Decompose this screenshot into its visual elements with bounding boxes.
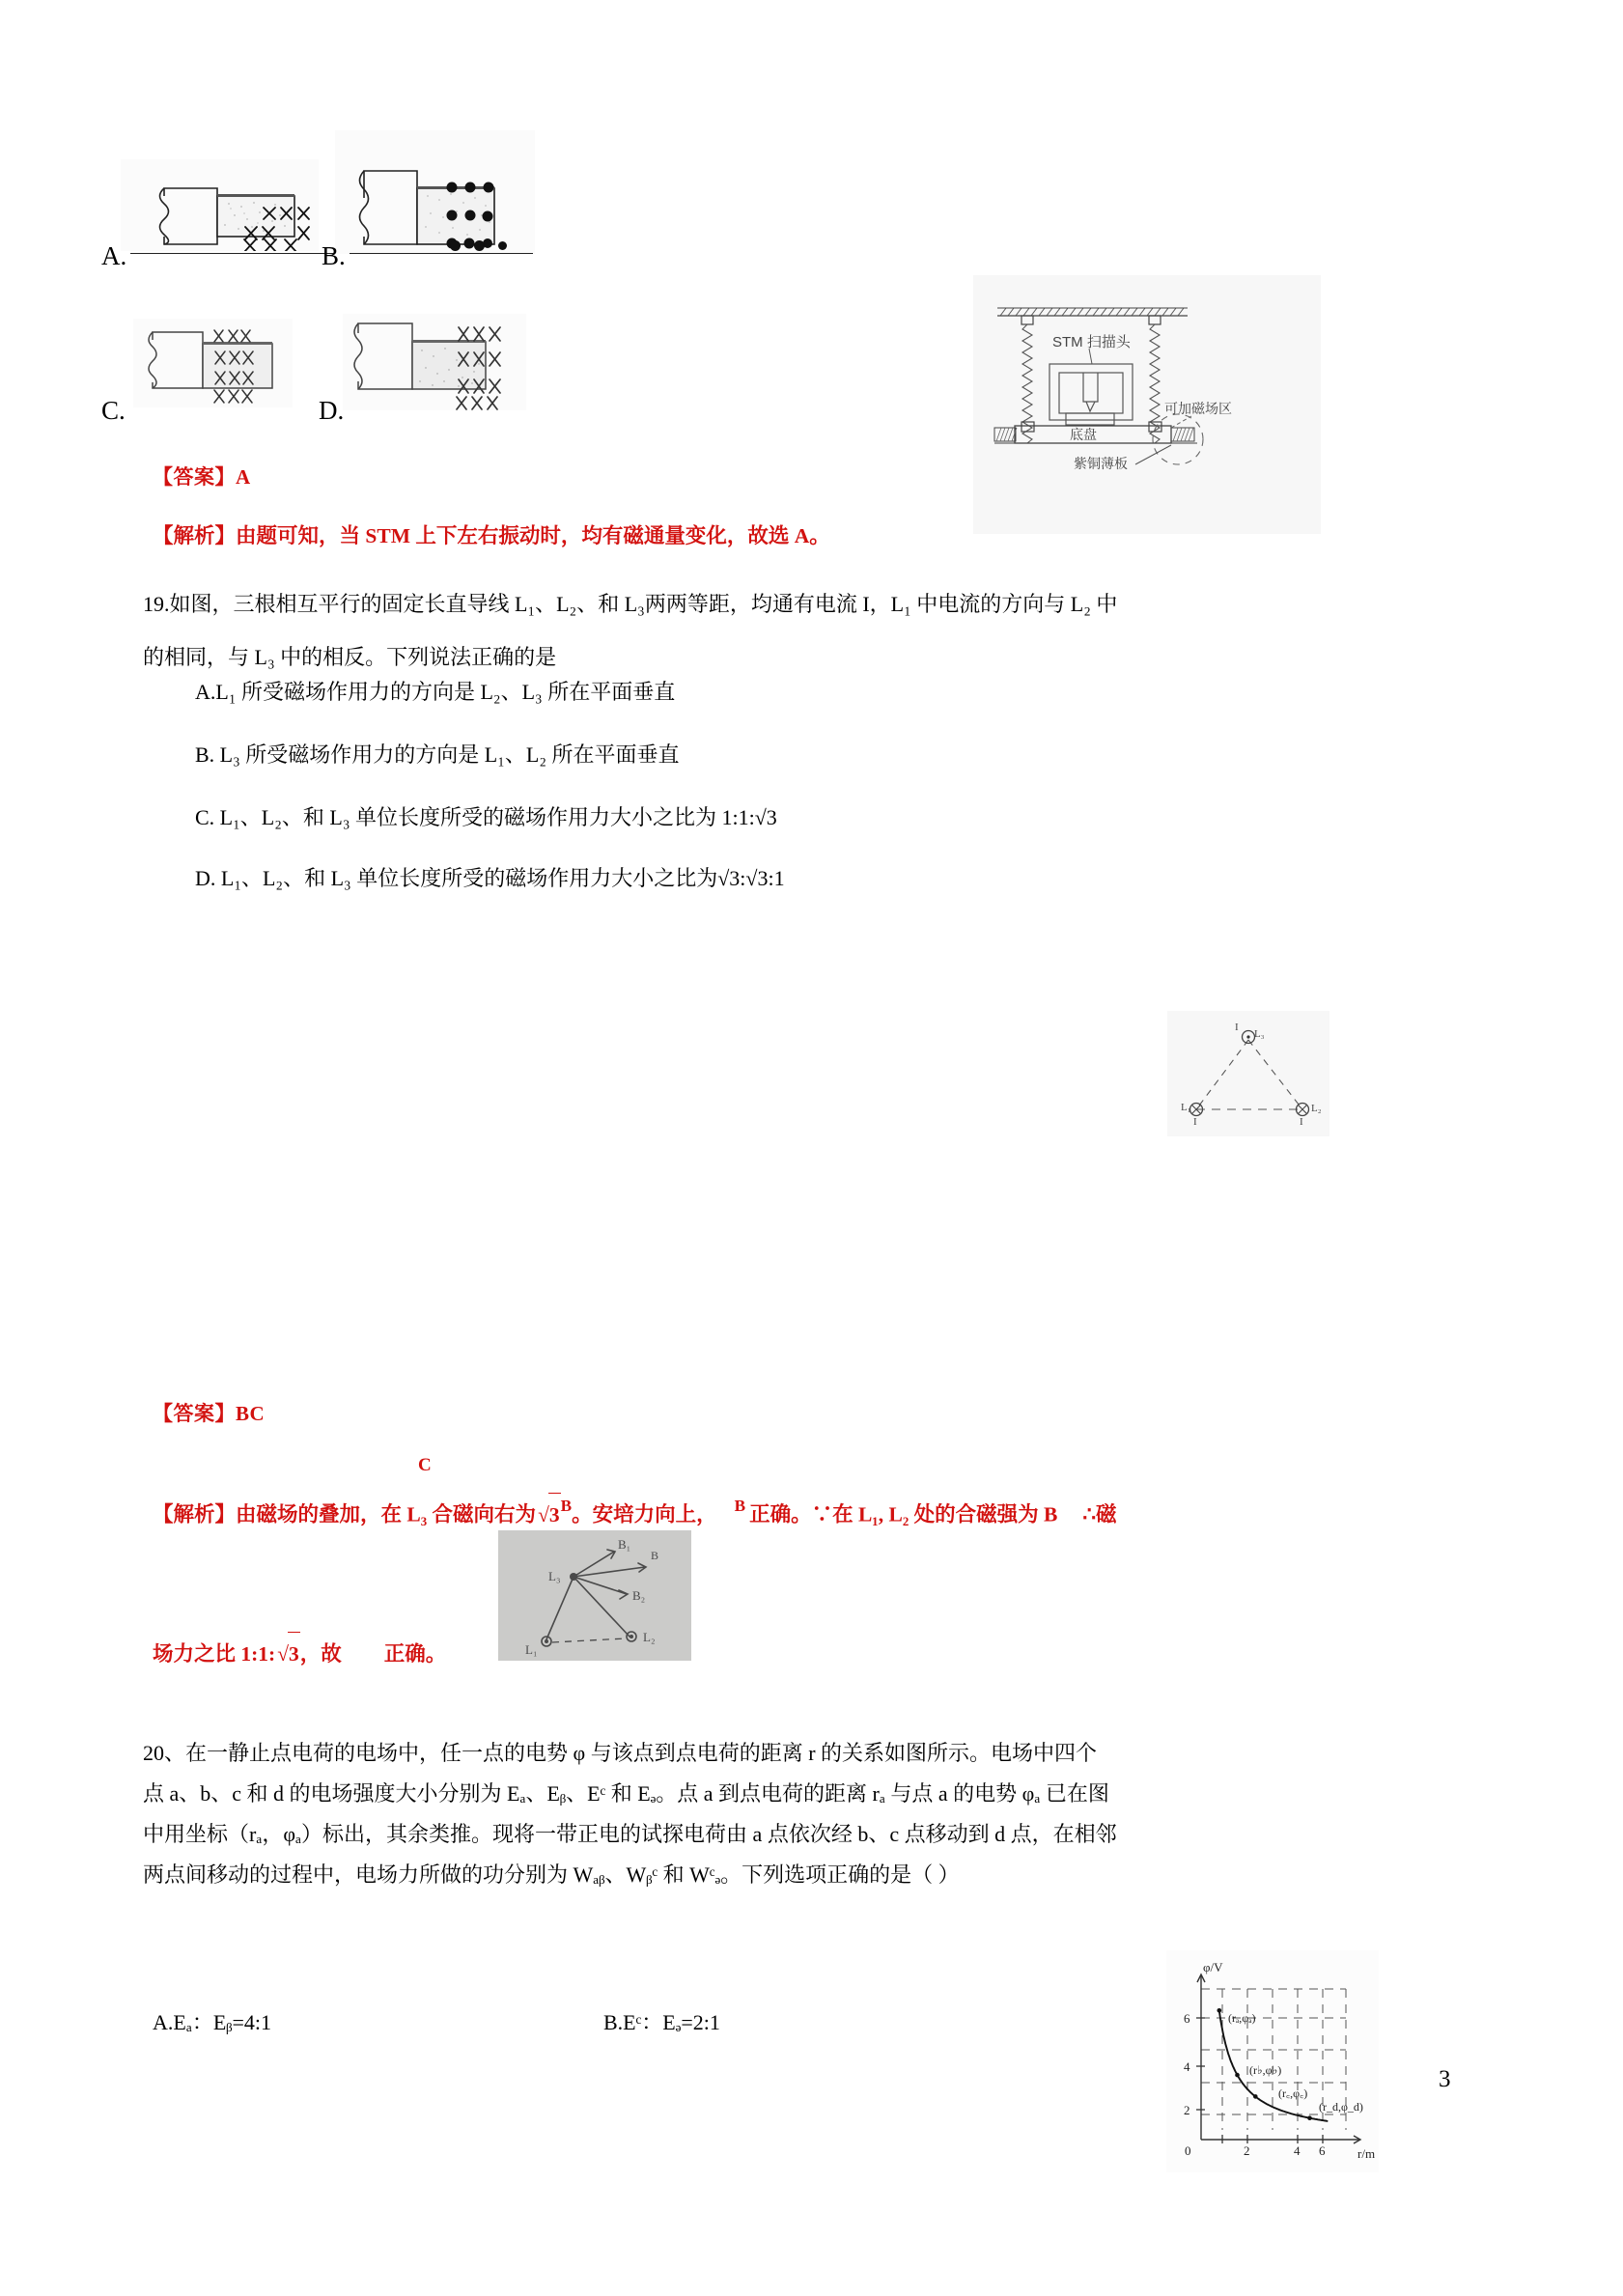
svg-text:I: I [1235,1022,1239,1033]
answer-18-value: A [236,465,251,489]
question-20-option-a: A.Eₐ：Eᵦ=4:1 [153,2010,272,2034]
svg-text:底盘: 底盘 [1070,427,1097,442]
question-20-number: 20、 [143,1741,186,1765]
question-19-option-a: A.L₁ 所受磁场作用力的方向是 L₂、L₃ 所在平面垂直 [195,680,676,704]
svg-text:可加磁场区: 可加磁场区 [1164,401,1232,416]
option-figure-b [335,130,535,254]
svg-text:(r꜀,φ꜀): (r꜀,φ꜀) [1278,2086,1308,2100]
svg-text:L₂: L₂ [643,1630,656,1644]
svg-text:(r♭,φ♭): (r♭,φ♭) [1249,2063,1282,2077]
question-19-text-1: 如图，三根相互平行的固定长直导线 L₁、L₂、和 L₃两两等距，均通有电流 I，L₁ 中电流的方向与 L₂ 中 [169,592,1118,616]
explanation-19-line2 [153,1632,446,1675]
explanation-19-part3: 正确。∵在 L₁, L₂ 处的合磁强为 B [749,1502,1058,1526]
svg-text:I: I [1300,1116,1303,1128]
explanation-19-gu: ，故 [299,1642,342,1666]
question-19-number: 19. [143,592,170,616]
svg-text:L₂: L₂ [1311,1103,1322,1114]
svg-text:(rₐ,φₐ): (rₐ,φₐ) [1228,2011,1256,2025]
option-figure-c [133,319,293,407]
svg-text:I: I [1193,1116,1197,1128]
explanation-19-part4: ∴磁 [1082,1502,1117,1526]
question-20-text-1: 在一静止点电荷的电场中，任一点的电势 φ 与该点到点电荷的距离 r 的关系如图所示。电场中四个 [185,1741,1098,1765]
svg-text:4: 4 [1294,2143,1301,2158]
sqrt-3-inline-1: √ 3 [536,1493,561,1536]
explanation-19-ratio-text: 场力之比 1:1: [153,1642,276,1666]
explanation-19-sup-b1: B [560,1497,573,1515]
svg-text:L₃: L₃ [548,1569,561,1583]
explanation-19-tag: 【解析】 [153,1502,237,1526]
option-label-d: D. [319,396,345,425]
svg-text:B₂: B₂ [632,1588,646,1603]
svg-text:STM 扫描头: STM 扫描头 [1052,334,1131,350]
question-20-line4: 两点间移动的过程中，电场力所做的功分别为 Wₐᵦ、Wᵦᶜ 和 Wᶜₔ。下列选项正确的是（ ） [143,1862,960,1887]
answer-19-value: BC [236,1402,266,1425]
question-20-line3: 中用坐标（rₐ，φₐ）标出，其余类推。现将一带正电的试探电荷由 a 点依次经 b、c 点移动到 d 点，在相邻 [143,1822,1117,1846]
explanation-18 [153,515,1446,557]
page-number: 3 [1439,2066,1451,2092]
svg-text:6: 6 [1184,2011,1190,2026]
explanation-19-sup-c: C [418,1455,432,1475]
svg-text:r/m: r/m [1357,2146,1376,2161]
svg-text:2: 2 [1184,2103,1190,2117]
question-19-option-b: B. L₃ 所受磁场作用力的方向是 L₁、L₂ 所在平面垂直 [195,742,680,767]
svg-text:φ/V: φ/V [1203,1960,1223,1974]
svg-text:2: 2 [1244,2143,1250,2158]
question-20-line2: 点 a、b、c 和 d 的电场强度大小分别为 Eₐ、Eᵦ、Eᶜ 和 Eₔ。点 a 到点电荷的距离 rₐ 与点 a 的电势 φₐ 已在图 [143,1781,1109,1806]
question-19-line1 [143,579,1456,630]
question-19-option-d: D. L₁、L₂、和 L₃ 单位长度所受的磁场作用力大小之比为√3:√3:1 [195,866,785,890]
question-19-text-2: 的相同，与 L₃ 中的相反。下列说法正确的是 [143,645,557,669]
explanation-19-part2: 。安培力向上， [572,1502,717,1526]
svg-text:4: 4 [1184,2059,1190,2074]
svg-text:0: 0 [1185,2143,1191,2158]
answer-18-tag: 【答案】 [153,465,236,489]
potential-vs-distance-chart [1166,1950,1379,2172]
option-label-b: B. [322,241,346,270]
explanation-19-sup-b2: B [734,1497,746,1515]
field-dot-b-3 [498,241,507,250]
svg-text:B₁: B₁ [618,1537,631,1552]
svg-text:紫铜薄板: 紫铜薄板 [1074,456,1128,471]
question-19-option-c: C. L₁、L₂、和 L₃ 单位长度所受的磁场作用力大小之比为 1:1:√3 [195,805,777,829]
stm-apparatus-figure [973,275,1321,534]
option-label-a: A. [101,241,127,270]
three-wires-figure [1167,1011,1329,1136]
explanation-19-correct: 正确。 [383,1642,447,1666]
option-b-rule [350,253,533,254]
explanation-18-tag: 【解析】 [153,524,237,547]
explanation-18-text: 由题可知，当 STM 上下左右振动时，均有磁通量变化，故选 A。 [236,524,830,547]
field-dot-b-2 [474,240,485,251]
answer-18 [153,462,251,490]
explanation-19-line1 [153,1485,1485,1536]
option-label-c: C. [101,396,126,425]
svg-text:(r_d,φ_d): (r_d,φ_d) [1319,2100,1363,2114]
answer-19 [153,1398,265,1427]
option-figure-d [343,314,526,410]
svg-text:L₁: L₁ [525,1642,538,1657]
field-dot-b-1 [450,240,461,251]
svg-text:L₁: L₁ [1181,1102,1191,1113]
vector-superposition-sketch [498,1530,691,1661]
svg-text:B: B [651,1549,659,1562]
svg-text:L₃: L₃ [1254,1028,1265,1040]
sqrt-3-inline-2: √ 3 [275,1632,300,1675]
explanation-19-part1: 由磁场的叠加，在 L₃ 合磁向右为 [236,1502,537,1526]
question-20-option-b: B.Eᶜ：Eₔ=2:1 [603,2010,720,2034]
option-figure-a [121,159,319,251]
svg-text:6: 6 [1319,2143,1326,2158]
answer-19-tag: 【答案】 [153,1402,236,1425]
